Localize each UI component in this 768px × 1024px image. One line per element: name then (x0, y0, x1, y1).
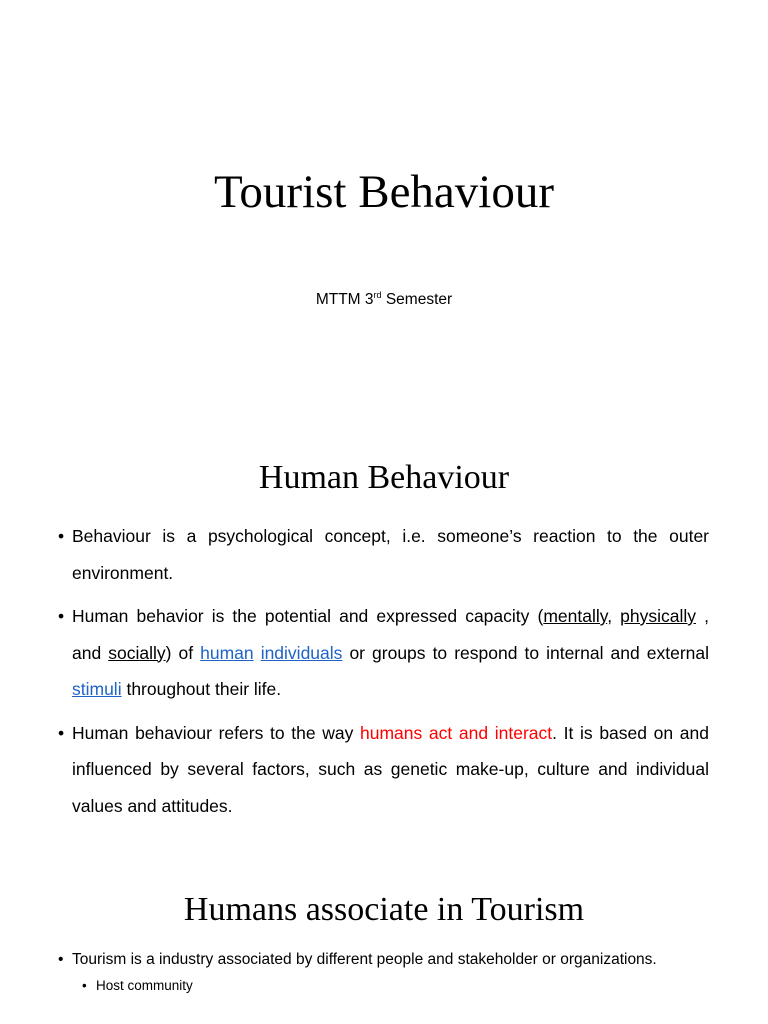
bullet-text: , (607, 606, 621, 626)
bullet-factors (56, 715, 709, 825)
subtitle-semester: Semester (381, 291, 453, 308)
bullet-text: ) of (165, 642, 201, 663)
bullet-industry: • Tourism is a industry associated by different people and stakeholder or organizations. (56, 946, 709, 974)
slide-title: Humans associate in Tourism (183, 891, 585, 928)
sub-bullet-host-community: • Host community (56, 974, 709, 998)
subtitle-course: MTTM 3 (315, 291, 374, 308)
bullet-definition: • Behaviour is a psychological concept, i.e. someone’s reaction to the outer environment. (56, 518, 709, 591)
bullet-list (56, 946, 709, 998)
presentation-subtitle (0, 290, 768, 310)
bullet-text: throughout their life. (121, 679, 282, 699)
subtitle-ordinal: rd (373, 289, 382, 300)
link-socially[interactable]: socially (108, 642, 166, 663)
link-physically[interactable]: physically (620, 606, 697, 626)
tourism-associates-slide (0, 880, 768, 1024)
link-stimuli[interactable]: stimuli (72, 679, 122, 699)
bullet-list (56, 518, 709, 831)
link-human[interactable]: human (200, 642, 254, 663)
highlight-text: humans act and interact (359, 722, 553, 743)
bullet-text (254, 643, 261, 663)
bullet-text: Human behaviour refers to the way (72, 722, 360, 743)
bullet-text: Human behavior is the potential and expressed capacity ( (72, 606, 544, 626)
human-behaviour-slide (0, 440, 768, 860)
bullet-text: . It is based on and influenced by several factors, such as genetic make-up, culture and individual values and attitudes. (72, 722, 709, 816)
link-mentally[interactable]: mentally (543, 606, 608, 626)
slide-title: Human Behaviour (258, 459, 510, 496)
bullet-capacity (56, 598, 709, 708)
link-individuals[interactable]: individuals (260, 642, 343, 663)
presentation-title: Tourist Behaviour (213, 166, 554, 218)
title-slide (0, 0, 768, 384)
bullet-text: or groups to respond to internal and external (342, 642, 710, 663)
bullet-text: , and (72, 606, 709, 663)
